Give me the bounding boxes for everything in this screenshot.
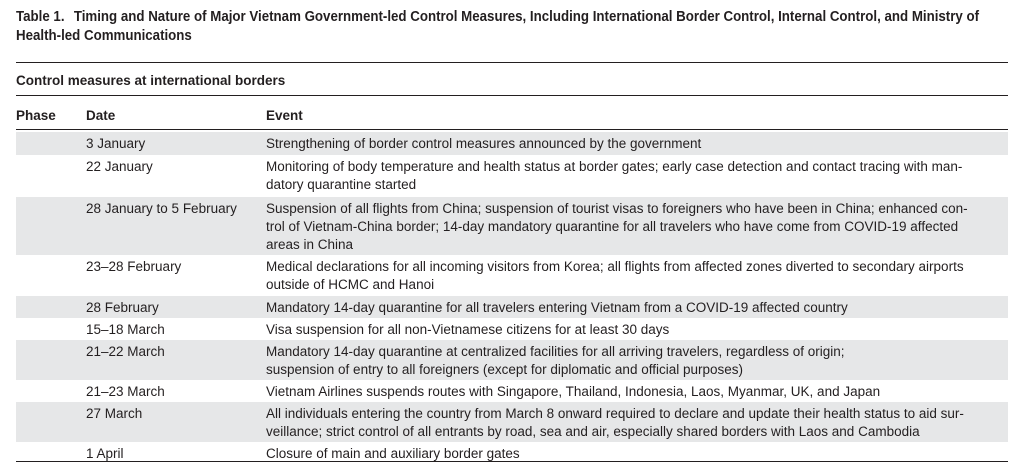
row-event-line: Mandatory 14-day quarantine for all travelers entering Vietnam from a COVID-19 affected country <box>266 300 848 315</box>
row-date: 28 February <box>86 300 159 315</box>
row-event-line: Monitoring of body temperature and health status at border gates; early case detection and contact tracing with man- <box>266 159 963 174</box>
row-date: 21–22 March <box>86 344 165 359</box>
table-row <box>16 402 1008 442</box>
row-event <box>266 343 1008 379</box>
row-date: 1 April <box>86 446 124 461</box>
row-event <box>266 299 1008 317</box>
column-header-date: Date <box>86 108 116 123</box>
row-event <box>266 383 1008 401</box>
row-date: 23–28 February <box>86 259 182 274</box>
row-event <box>266 158 1008 194</box>
bottom-rule <box>16 461 1008 462</box>
row-date: 28 January to 5 February <box>86 201 237 216</box>
row-date: 15–18 March <box>86 322 165 337</box>
column-header-phase: Phase <box>16 108 56 123</box>
row-event <box>266 200 1008 254</box>
table-title-text: Timing and Nature of Major Vietnam Government-led Control Measures, Including International Border Control, Internal Control, and Ministry of <box>73 9 980 25</box>
section-rule <box>16 95 1008 96</box>
row-event-line: Vietnam Airlines suspends routes with Singapore, Thailand, Indonesia, Laos, Myanmar, UK, and Japan <box>266 384 881 399</box>
table-row <box>16 340 1008 380</box>
row-event-line: Medical declarations for all incoming visitors from Korea; all flights from affected zones diverted to secondary airports <box>266 259 964 274</box>
table-row <box>16 132 1008 155</box>
row-event <box>266 405 1008 441</box>
row-event-line: Visa suspension for all non-Vietnamese citizens for at least 30 days <box>266 322 670 337</box>
row-event-line: outside of HCMC and Hanoi <box>266 277 435 292</box>
table-title <box>16 8 980 46</box>
table-row <box>16 380 1008 402</box>
row-event-line: trol of Vietnam-China border; 14-day mandatory quarantine for all travelers who have come from COVID-19 affected <box>266 219 959 234</box>
header-rule <box>16 129 1008 130</box>
row-event <box>266 258 1008 294</box>
row-event-line: Suspension of all flights from China; suspension of tourist visas to foreigners who have been in China; enhanced con- <box>266 201 968 216</box>
row-event-line: Strengthening of border control measures announced by the government <box>266 136 702 151</box>
row-date: 22 January <box>86 159 153 174</box>
row-event <box>266 321 1008 339</box>
row-event-line: suspension of entry to all foreigners (except for diplomatic and official purposes) <box>266 362 744 377</box>
table-row <box>16 197 1008 255</box>
row-event-line: Closure of main and auxiliary border gates <box>266 446 520 461</box>
table-title-line-2: Health-led Communications <box>16 28 192 44</box>
table-row <box>16 318 1008 340</box>
top-rule <box>16 62 1008 63</box>
table-label: Table 1. <box>16 9 65 25</box>
row-date: 3 January <box>86 136 146 151</box>
row-event-line: datory quarantine started <box>266 177 417 192</box>
row-event-line: veillance; strict control of all entrants by road, sea and air, especially shared borders with Laos and Cambodia <box>266 424 920 439</box>
row-date: 27 March <box>86 406 143 421</box>
row-event-line: Mandatory 14-day quarantine at centralized facilities for all arriving travelers, regardless of origin; <box>266 344 845 359</box>
row-date: 21–23 March <box>86 384 165 399</box>
table-row <box>16 442 1008 461</box>
table-title-line-1 <box>16 8 980 27</box>
row-event-line: All individuals entering the country from March 8 onward required to declare and update their health status to aid sur- <box>266 406 964 421</box>
section-heading: Control measures at international borders <box>16 73 286 88</box>
row-event-line: areas in China <box>266 237 354 252</box>
table-row <box>16 296 1008 318</box>
column-header-event: Event <box>266 108 303 123</box>
table-row <box>16 255 1008 296</box>
row-event <box>266 135 1008 153</box>
table-row <box>16 155 1008 197</box>
